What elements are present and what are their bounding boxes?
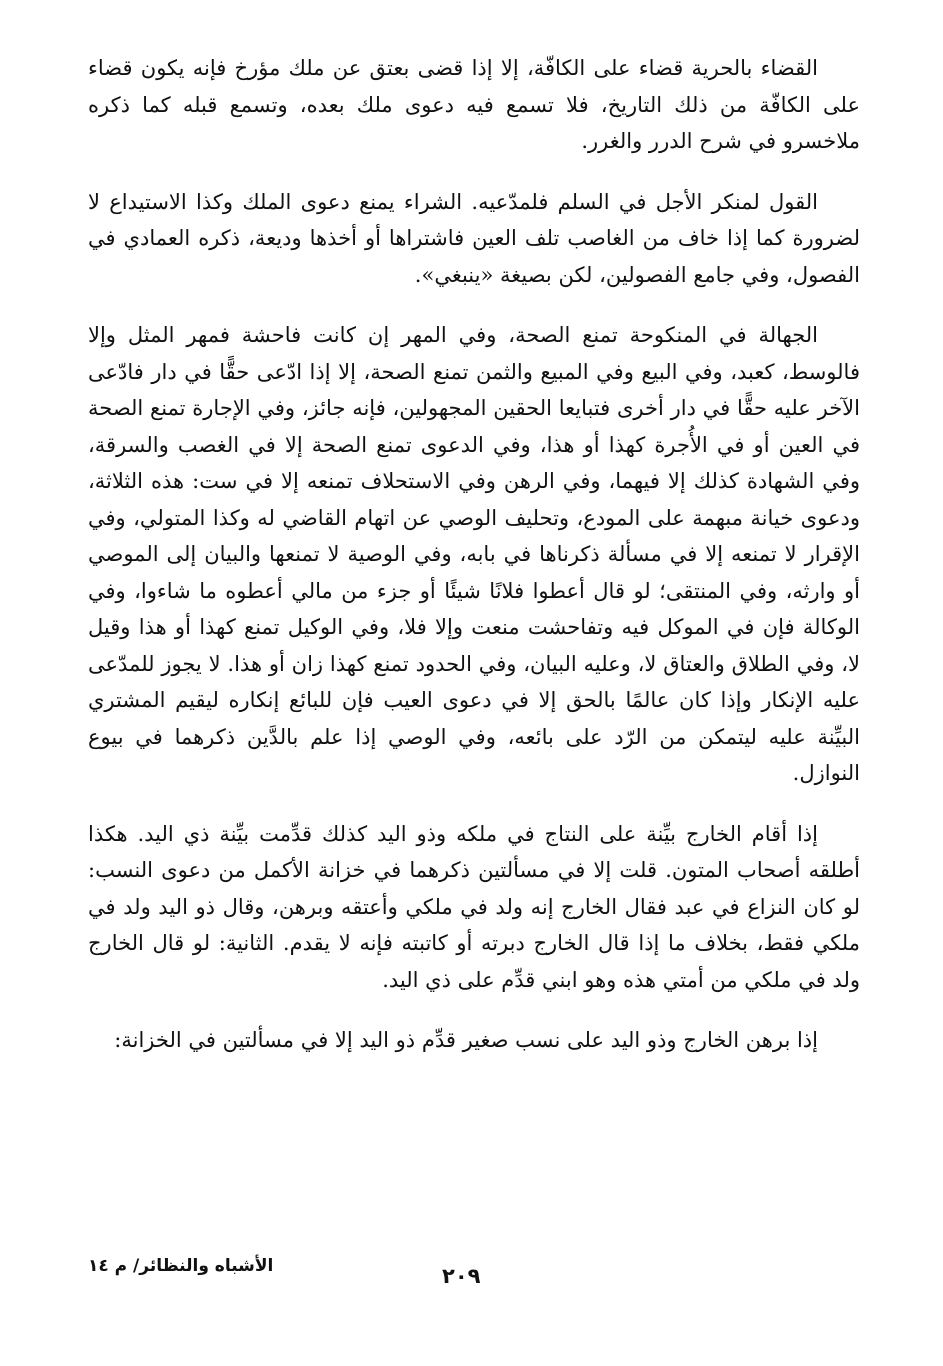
body-text bbox=[88, 50, 860, 1083]
paragraph-ignorance-rules: الجهالة في المنكوحة تمنع الصحة، وفي المهر إن كانت فاحشة فمهر المثل وإلا فالوسط، كعبد، وفي البيع وفي المبيع والثمن تمنع الصحة، إلا إذا ادّعى حقًّا في دار فادّعى الآخر عليه حقًّا في دار أخرى فتبايعا الحقين المجهولين، فإنه جائز، وفي الإجارة تمنع الصحة في العين أو في الأُجرة كهذا أو هذا، وفي الدعوى تمنع الصحة إلا في الغصب والسرقة، وفي الشهادة كذلك إلا فيهما، وفي الرهن وفي الاستحلاف تمنعه إلا في ست: هذه الثلاثة، ودعوى خيانة مبهمة على المودع، وتحليف الوصي عن اتهام القاضي له وكذا المتولي، وفي الإقرار لا تمنعه إلا في مسألة ذكرناها في بابه، وفي الوصية لا تمنعها والبيان إلى الموصي أو وارثه، وفي المنتقى؛ لو قال أعطوا فلانًا شيئًا أو جزء من مالي أعطوه ما شاءوا، وفي الوكالة فإن في الموكل فيه وتفاحشت منعت وإلا فلا، وفي الوكيل تمنع كهذا أو هذا وقيل لا، وفي الطلاق والعتاق لا، وعليه البيان، وفي الحدود تمنع كهذا زان أو هذا. لا يجوز للمدّعى عليه الإنكار وإذا كان عالمًا بالحق إلا في دعوى العيب فإن للبائع إنكاره ليقيم المشتري البيِّنة عليه ليتمكن من الرّد على بائعه، وفي الوصي إذا علم بالدَّين ذكرهما في بيوع النوازل. bbox=[88, 323, 860, 785]
page-number: ٢٠٩ bbox=[442, 1264, 481, 1288]
paragraph-lineage-evidence: إذا برهن الخارج وذو اليد على نسب صغير قدِّم ذو اليد إلا في مسألتين في الخزانة: bbox=[114, 1028, 818, 1052]
paragraph-deferment-claim: القول لمنكر الأجل في السلم فلمدّعيه. الشراء يمنع دعوى الملك وكذا الاستيداع لا لضرورة كما إذا خاف من الغاصب تلف العين فاشتراها أو أخذها وديعة، ذكره العمادي في الفصول، وفي جامع الفصولين، لكن بصيغة «ينبغي». bbox=[88, 189, 860, 287]
paragraph-freedom-judgment: القضاء بالحرية قضاء على الكافّة، إلا إذا قضى بعتق عن ملك مؤرخ فإنه يكون قضاء على الكافّة من ذلك التاريخ، فلا تسمع فيه دعوى ملك بعده، وتسمع قبله كما ذكره ملاخسرو في شرح الدرر والغرر. bbox=[88, 56, 860, 153]
footer-signature: الأشباه والنظائر/ م ١٤ bbox=[88, 1256, 274, 1276]
page-footer bbox=[88, 1256, 860, 1296]
paragraph-outsider-evidence: إذا أقام الخارج بيِّنة على النتاج في ملكه وذو اليد كذلك قدِّمت بيِّنة ذي اليد. هكذا أطلقه أصحاب المتون. قلت إلا في مسألتين ذكرهما في خزانة الأكمل من دعوى النسب: لو كان النزاع في عبد فقال الخارج إنه ولد في ملكي وأعتقه وبرهن، وقال ذو اليد ولد في ملكي فقط، بخلاف ما إذا قال الخارج دبرته أو كاتبته فإنه لا يقدم. الثانية: لو قال الخارج ولد في ملكي من أمتي هذه وهو ابني قدِّم على ذي اليد. bbox=[88, 821, 860, 992]
